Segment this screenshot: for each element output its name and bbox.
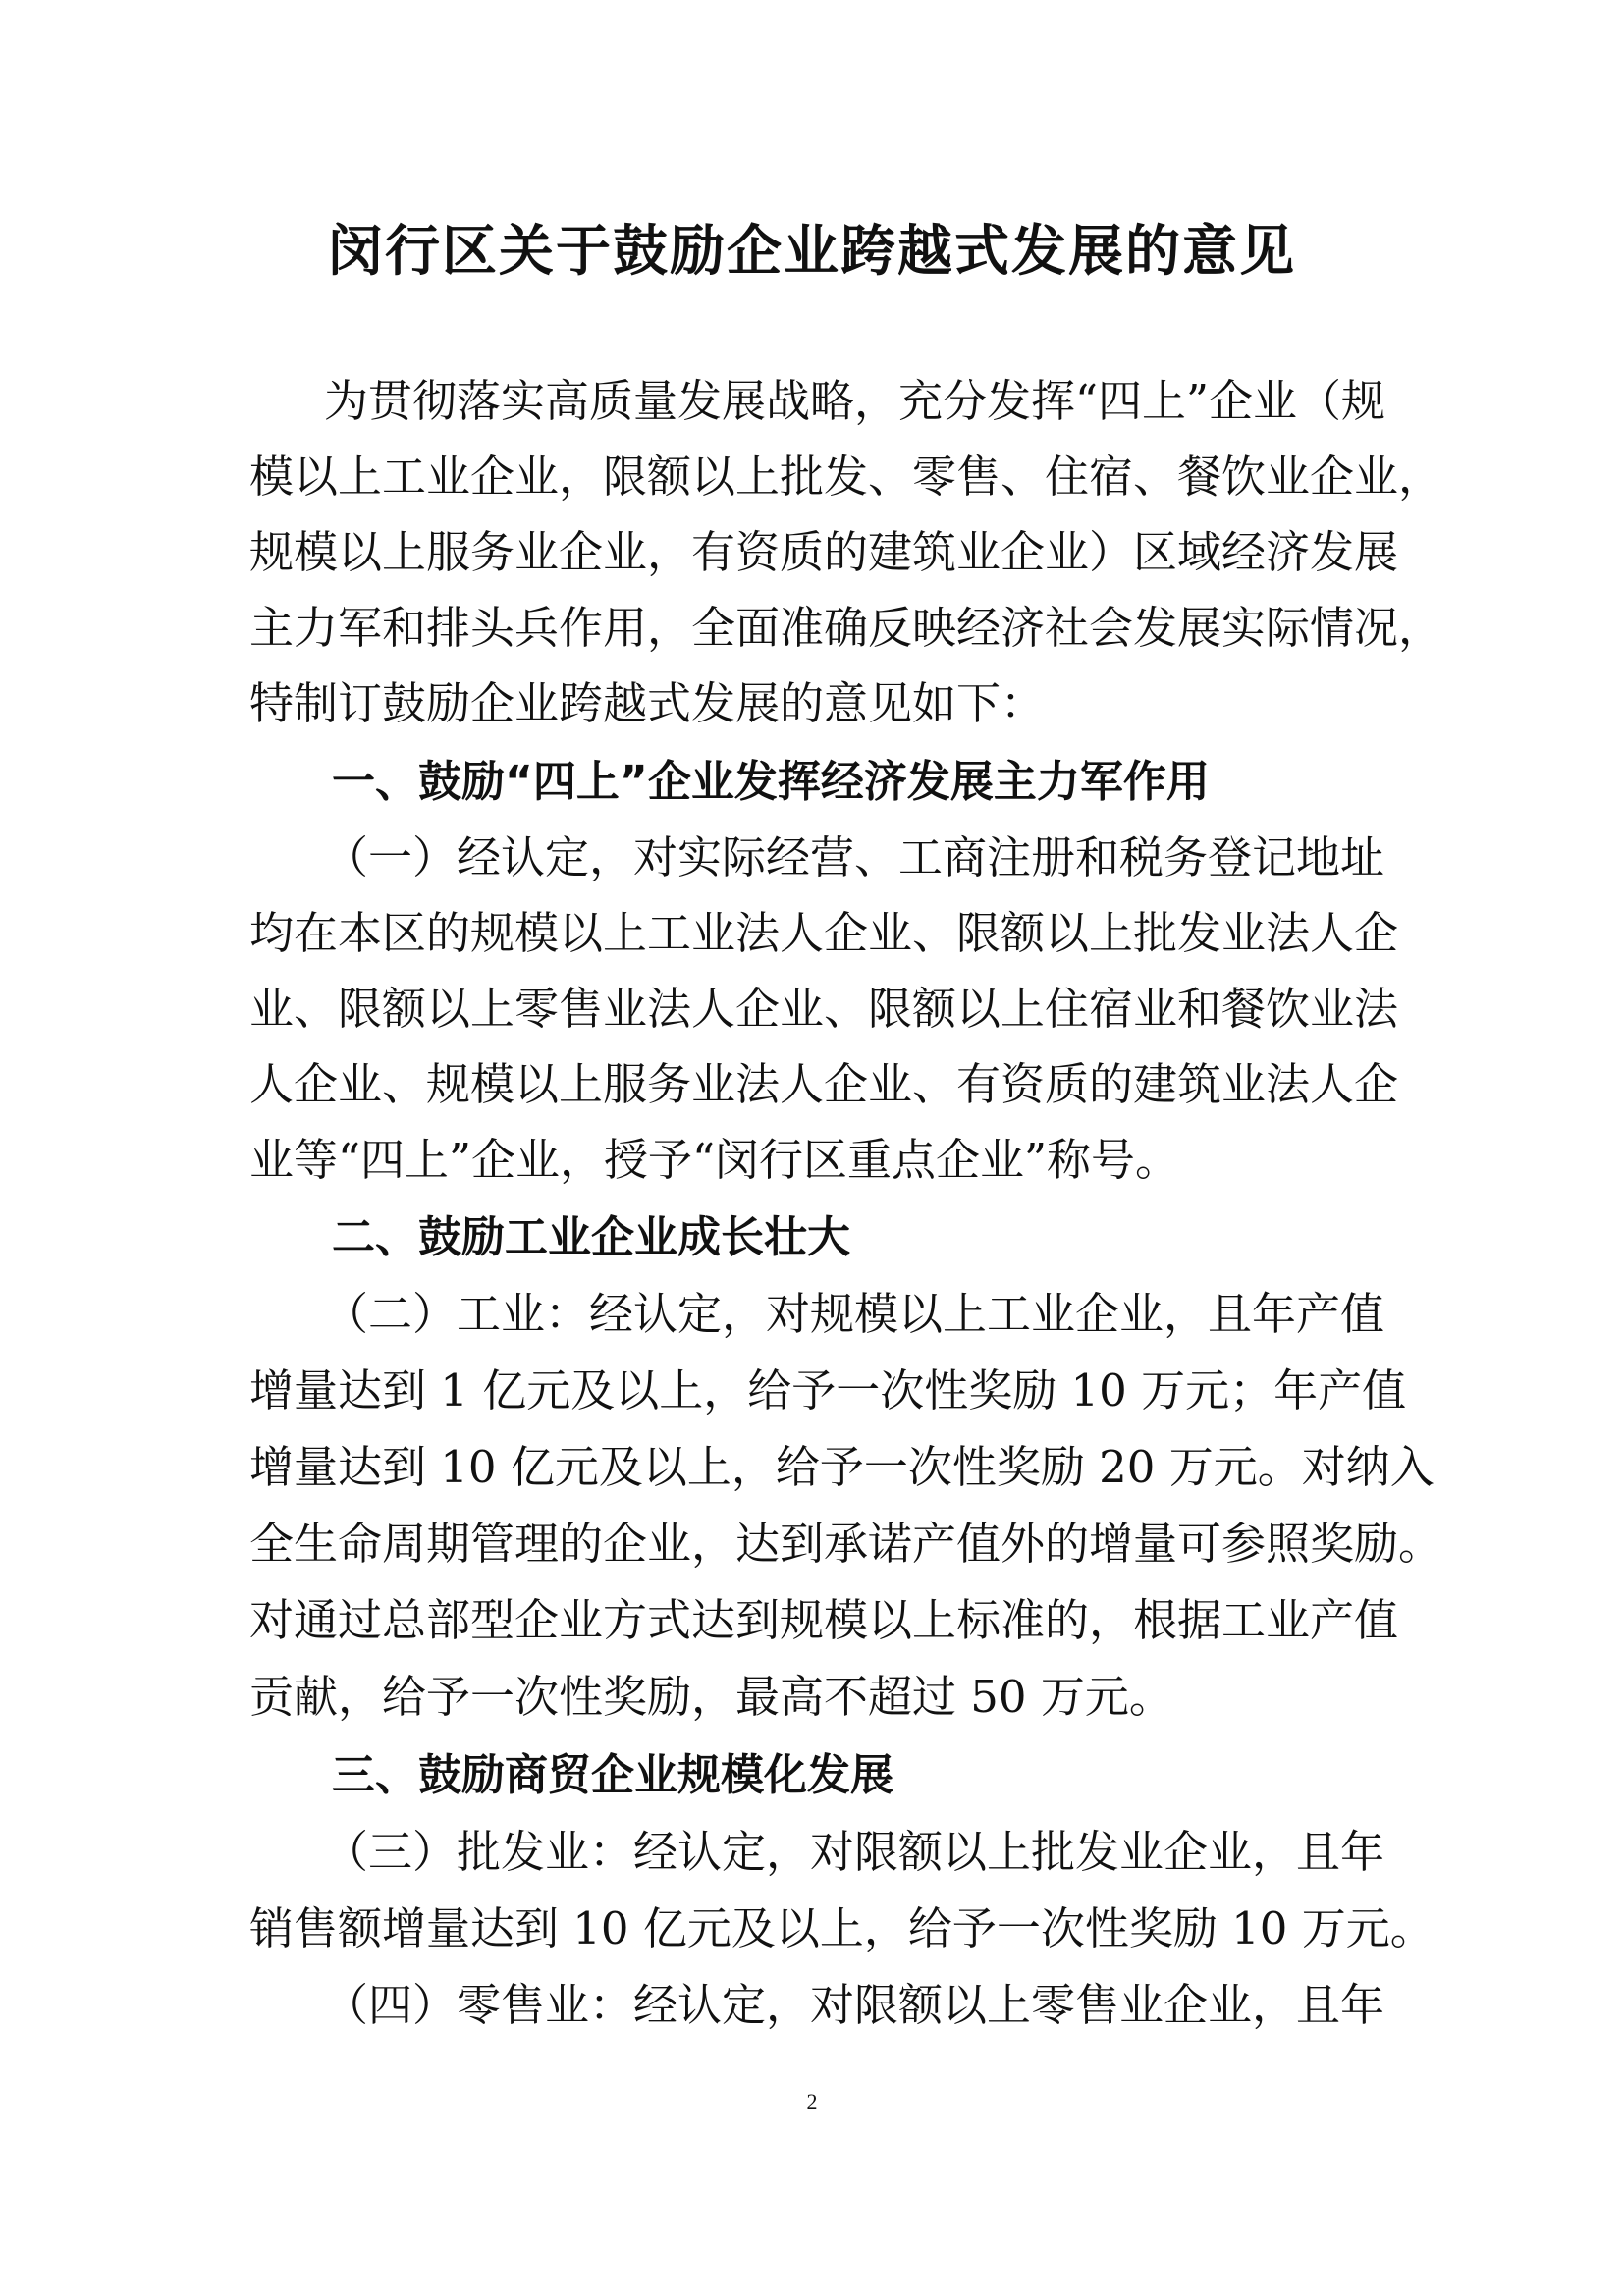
body-text-line: 销售额增量达到 10 亿元及以上，给予一次性奖励 10 万元。: [249, 1902, 1435, 1954]
body-text-line: 对通过总部型企业方式达到规模以上标准的，根据工业产值: [249, 1594, 1399, 1646]
body-text-line: （一）经认定，对实际经营、工商注册和税务登记地址: [324, 831, 1385, 883]
body-text-line: 业等“四上”企业，授予“闵行区重点企业”称号。: [249, 1134, 1180, 1186]
section-heading: 一、鼓励“四上”企业发挥经济发展主力军作用: [332, 757, 1210, 807]
body-text-line: 特制订鼓励企业跨越式发展的意见如下：: [249, 677, 1046, 729]
body-text-line: 模以上工业企业，限额以上批发、零售、住宿、餐饮业企业，: [249, 451, 1443, 503]
body-text-line: 增量达到 1 亿元及以上，给予一次性奖励 10 万元；年产值: [249, 1364, 1407, 1416]
body-text-line: （二）工业：经认定，对规模以上工业企业，且年产值: [324, 1288, 1385, 1340]
document-title: 闵行区关于鼓励企业跨越式发展的意见: [328, 219, 1296, 284]
body-text-line: 人企业、规模以上服务业法人企业、有资质的建筑业法人企: [249, 1058, 1399, 1110]
section-heading: 三、鼓励商贸企业规模化发展: [332, 1750, 893, 1800]
body-text-line: （四）零售业：经认定，对限额以上零售业企业，且年: [324, 1979, 1385, 2031]
body-text-line: 主力军和排头兵作用，全面准确反映经济社会发展实际情况，: [249, 602, 1443, 654]
body-text-line: （三）批发业：经认定，对限额以上批发业企业，且年: [324, 1826, 1385, 1878]
body-text-line: 全生命周期管理的企业，达到承诺产值外的增量可参照奖励。: [249, 1518, 1443, 1570]
section-heading: 二、鼓励工业企业成长壮大: [332, 1212, 850, 1262]
body-text-line: 为贯彻落实高质量发展战略，充分发挥“四上”企业（规: [324, 375, 1386, 427]
body-text-line: 增量达到 10 亿元及以上，给予一次性奖励 20 万元。对纳入: [249, 1441, 1435, 1493]
body-text-line: 均在本区的规模以上工业法人企业、限额以上批发业法人企: [249, 907, 1399, 959]
body-text-line: 贡献，给予一次性奖励，最高不超过 50 万元。: [249, 1671, 1173, 1723]
body-text-line: 业、限额以上零售业法人企业、限额以上住宿业和餐饮业法: [249, 983, 1399, 1035]
body-text-line: 规模以上服务业企业，有资质的建筑业企业）区域经济发展: [249, 526, 1399, 578]
page-number: 2: [806, 2089, 818, 2113]
